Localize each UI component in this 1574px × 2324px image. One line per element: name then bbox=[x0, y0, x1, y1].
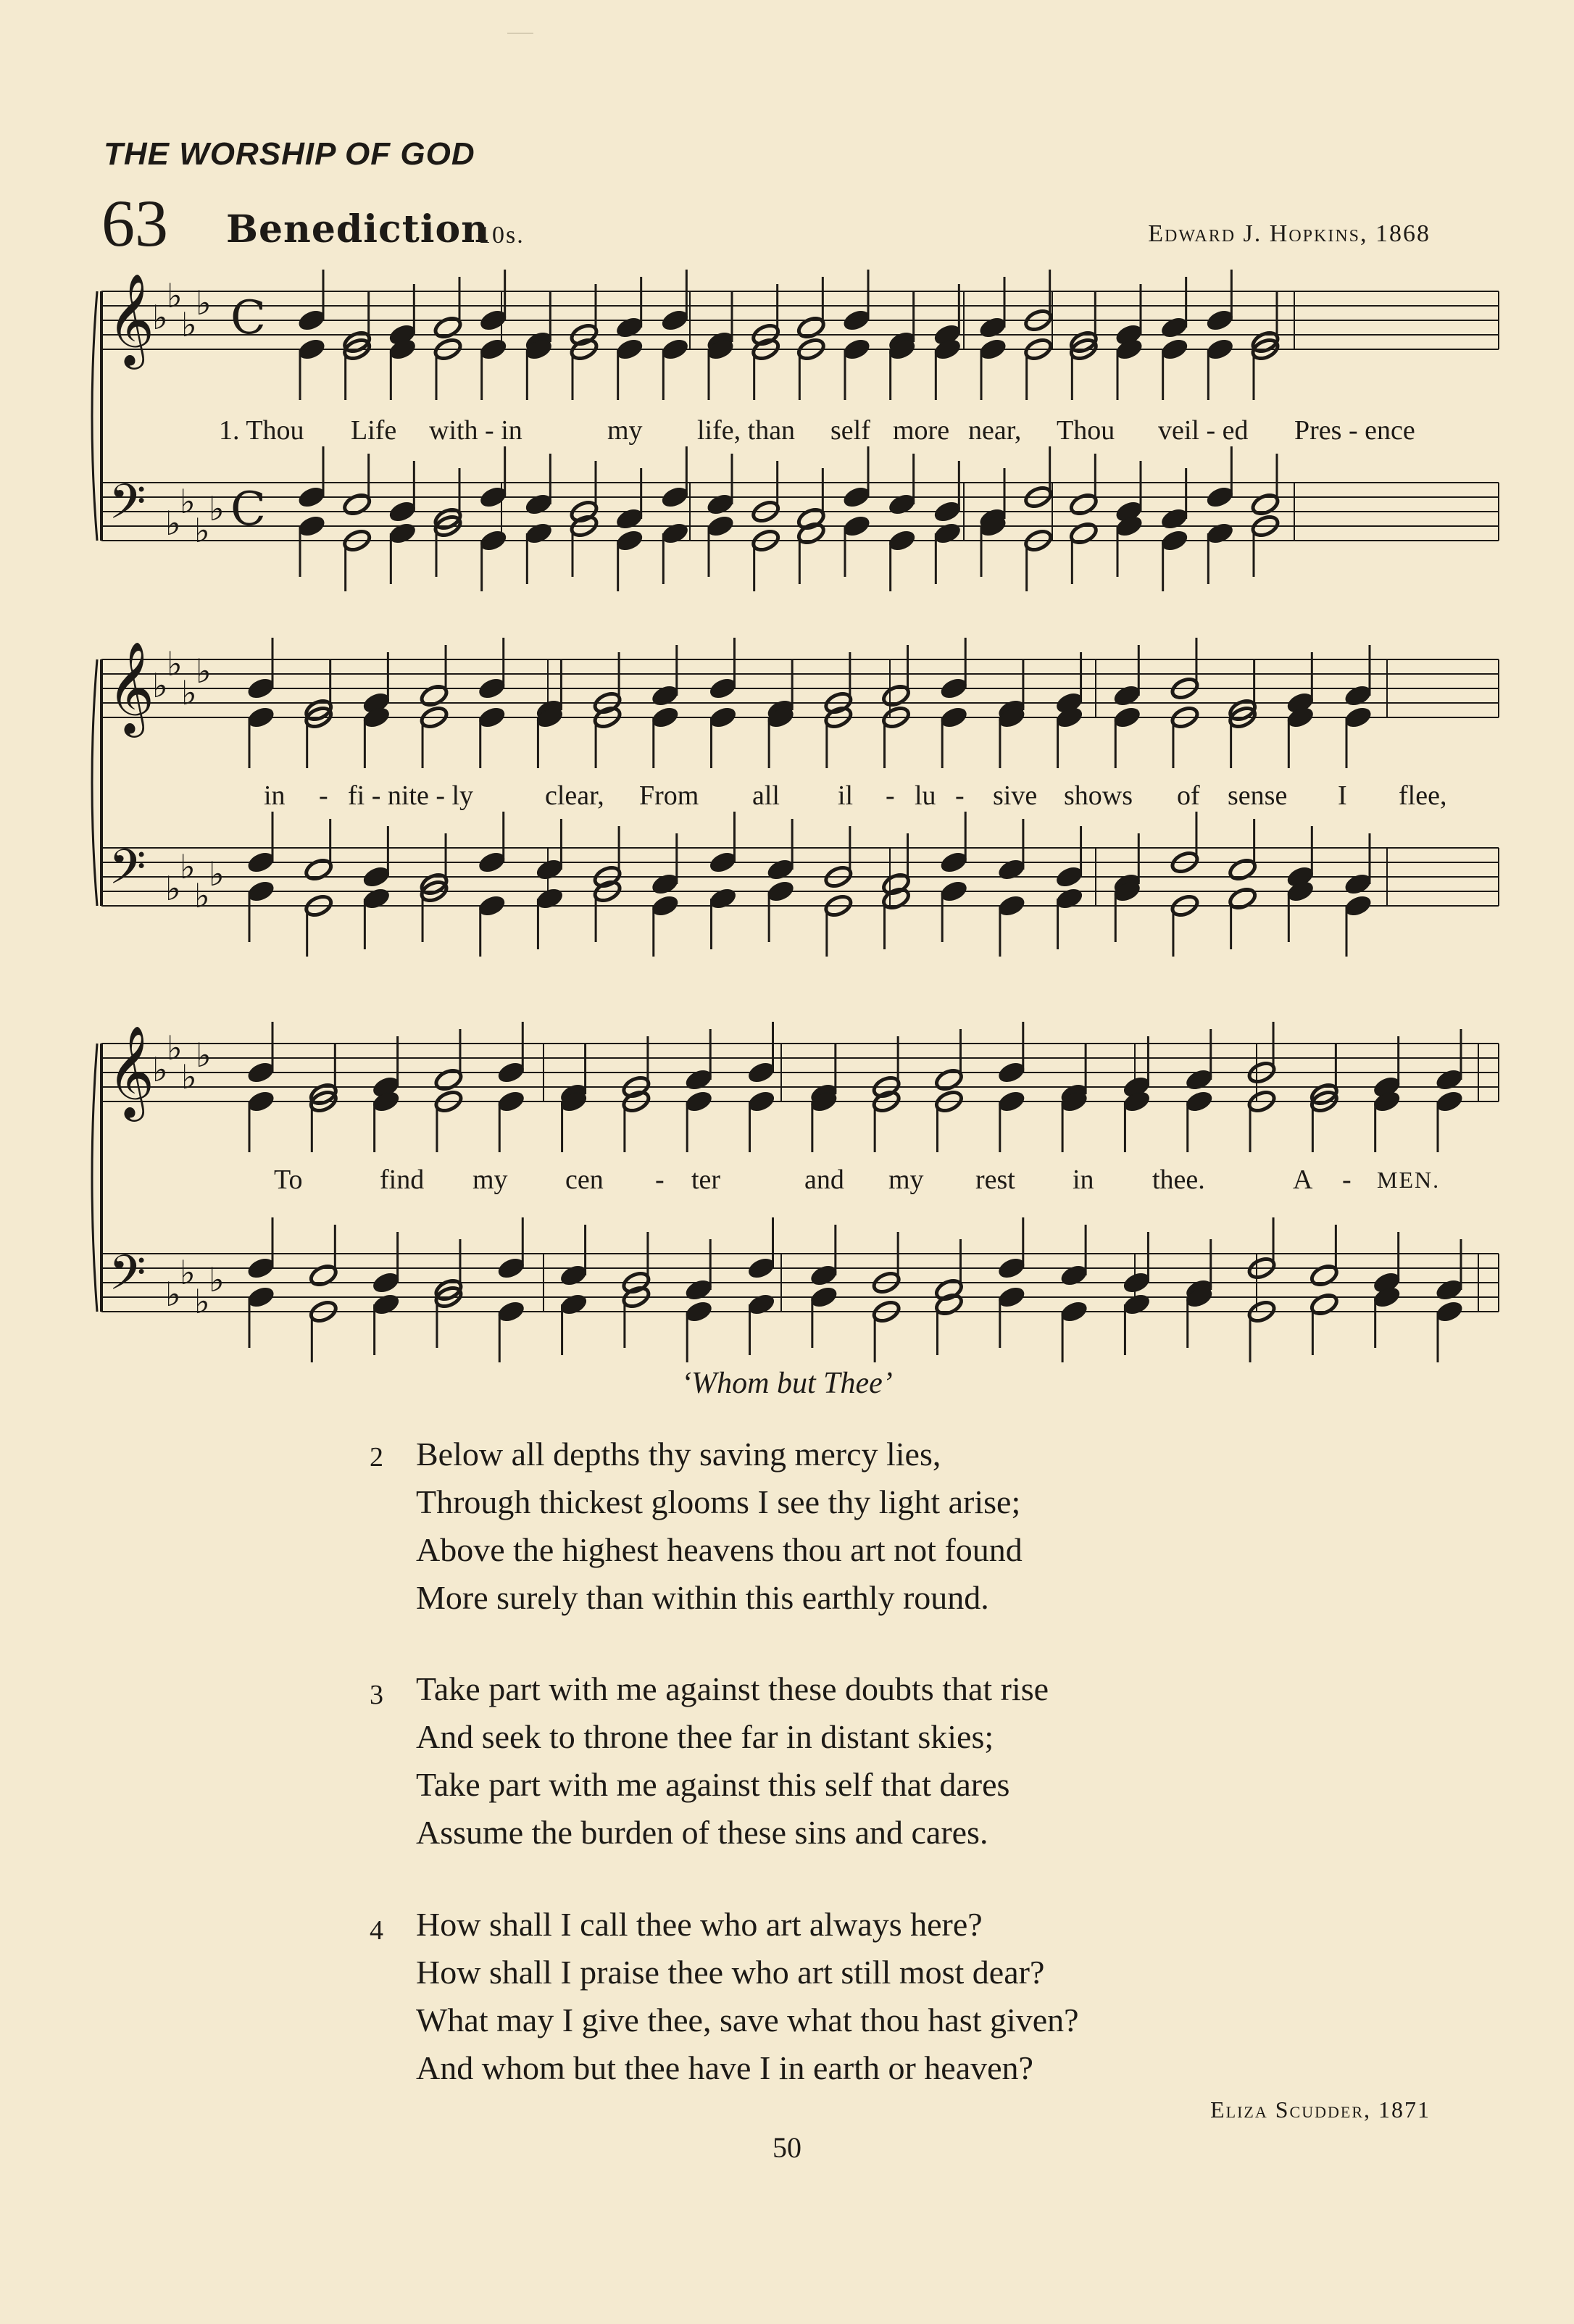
lyric-syllable: with - in bbox=[429, 415, 522, 446]
lyric-syllable: in bbox=[1073, 1165, 1094, 1195]
lyric-syllable: shows bbox=[1064, 780, 1133, 811]
lyric-syllable: - bbox=[319, 780, 328, 811]
svg-text:♭: ♭ bbox=[209, 489, 225, 528]
svg-text:♭: ♭ bbox=[180, 1253, 196, 1292]
lyric-syllable: ter bbox=[691, 1165, 721, 1195]
composer-credit: Edward J. Hopkins, 1868 bbox=[1148, 220, 1431, 247]
svg-text:♭: ♭ bbox=[180, 847, 196, 886]
lyric-syllable: my bbox=[888, 1165, 924, 1195]
verse-line: What may I give thee, save what thou hast given? bbox=[416, 2002, 1079, 2038]
verse-number: 2 bbox=[370, 1442, 383, 1473]
svg-text:♭: ♭ bbox=[165, 1275, 181, 1314]
lyric-syllable: I bbox=[1338, 780, 1347, 811]
svg-text:♭: ♭ bbox=[152, 666, 168, 705]
lyric-syllable: lu bbox=[915, 780, 936, 811]
lyric-syllable: Pres - ence bbox=[1294, 415, 1415, 446]
svg-text:♭: ♭ bbox=[167, 1028, 183, 1067]
svg-text:♭: ♭ bbox=[181, 673, 197, 712]
verse-number: 4 bbox=[370, 1915, 383, 1946]
verse-line: Take part with me against these doubts that rise bbox=[416, 1670, 1049, 1707]
verse-line: Assume the burden of these sins and cares. bbox=[416, 1814, 988, 1851]
svg-text:♭: ♭ bbox=[167, 644, 183, 683]
svg-text:♭: ♭ bbox=[152, 1050, 168, 1089]
verse-2 bbox=[370, 1430, 1023, 1622]
verse-line: And seek to throne thee far in distant skies; bbox=[416, 1718, 994, 1755]
verse-line: Through thickest glooms I see thy light arise; bbox=[416, 1483, 1021, 1520]
verse-4 bbox=[370, 1901, 1079, 2092]
lyric-syllable: 1. Thou bbox=[219, 415, 304, 446]
svg-text:♭: ♭ bbox=[196, 283, 212, 322]
svg-text:♭: ♭ bbox=[194, 511, 210, 550]
svg-text:𝄞: 𝄞 bbox=[107, 1025, 155, 1117]
lyric-syllable: Thou bbox=[1057, 415, 1115, 446]
svg-text:♭: ♭ bbox=[194, 1282, 210, 1321]
lyric-syllable: my bbox=[607, 415, 643, 446]
verse-number: 3 bbox=[370, 1680, 383, 1710]
svg-text:♭: ♭ bbox=[180, 482, 196, 521]
lyric-syllable: fi - nite - ly bbox=[348, 780, 474, 811]
lyric-syllable: Life bbox=[351, 415, 397, 446]
svg-text:𝄢: 𝄢 bbox=[109, 474, 146, 541]
lyric-syllable: sive bbox=[993, 780, 1038, 811]
svg-text:𝄢: 𝄢 bbox=[109, 839, 146, 907]
svg-text:♭: ♭ bbox=[181, 1057, 197, 1096]
lyric-syllable: rest bbox=[975, 1165, 1015, 1195]
svg-text:♭: ♭ bbox=[196, 651, 212, 691]
lyric-syllable: clear, bbox=[545, 780, 604, 811]
verse-line: Below all depths thy saving mercy lies, bbox=[416, 1436, 941, 1473]
lyric-syllable: and bbox=[804, 1165, 844, 1195]
svg-text:♭: ♭ bbox=[165, 869, 181, 908]
lyric-syllable: To bbox=[274, 1165, 303, 1195]
lyric-syllable: MEN. bbox=[1377, 1167, 1441, 1193]
lyric-syllable: self bbox=[830, 415, 870, 446]
lyric-syllable: - bbox=[955, 780, 965, 811]
verse-line: More surely than within this earthly round. bbox=[416, 1579, 989, 1616]
svg-text:♭: ♭ bbox=[196, 1036, 212, 1075]
svg-text:♭: ♭ bbox=[209, 854, 225, 894]
hymn-title: Benediction bbox=[226, 207, 489, 251]
lyric-syllable: cen bbox=[565, 1165, 604, 1195]
lyric-syllable: thee. bbox=[1152, 1165, 1205, 1195]
verse-line: Above the highest heavens thou art not found bbox=[416, 1531, 1023, 1568]
lyric-syllable: flee, bbox=[1399, 780, 1447, 811]
lyric-syllable: sense bbox=[1228, 780, 1288, 811]
lyric-syllable: - bbox=[655, 1165, 665, 1195]
svg-text:♭: ♭ bbox=[209, 1260, 225, 1299]
author-credit: Eliza Scudder, 1871 bbox=[1210, 2096, 1431, 2123]
verse-line: How shall I call thee who art always here? bbox=[416, 1906, 983, 1943]
tune-caption: ‘Whom but Thee’ bbox=[681, 1367, 893, 1400]
lyric-syllable: of bbox=[1177, 780, 1200, 811]
lyric-syllable: my bbox=[472, 1165, 508, 1195]
lyric-syllable: A bbox=[1293, 1165, 1313, 1195]
lyric-syllable: in bbox=[264, 780, 286, 811]
section-header: THE WORSHIP OF GOD bbox=[104, 136, 475, 172]
lyric-syllable: veil - ed bbox=[1158, 415, 1249, 446]
lyric-syllable: more bbox=[893, 415, 950, 446]
verse-line: Take part with me against this self that dares bbox=[416, 1766, 1010, 1803]
verse-line: How shall I praise thee who art still most dear? bbox=[416, 1954, 1045, 1991]
lyric-syllable: - bbox=[886, 780, 895, 811]
svg-text:♭: ♭ bbox=[194, 876, 210, 915]
svg-text:𝄞: 𝄞 bbox=[107, 272, 155, 365]
svg-text:♭: ♭ bbox=[181, 305, 197, 344]
lyric-syllable: find bbox=[380, 1165, 425, 1195]
svg-text:♭: ♭ bbox=[167, 276, 183, 315]
lyric-syllable: From bbox=[639, 780, 699, 811]
lyric-syllable: near, bbox=[968, 415, 1022, 446]
hymn-meter: 10s. bbox=[478, 222, 525, 249]
svg-text:♭: ♭ bbox=[152, 298, 168, 337]
page-number: 50 bbox=[773, 2131, 801, 2164]
verse-3 bbox=[370, 1665, 1049, 1857]
svg-text:C: C bbox=[230, 483, 266, 536]
svg-text:𝄢: 𝄢 bbox=[109, 1245, 146, 1312]
lyric-syllable: life, than bbox=[697, 415, 796, 446]
svg-text:𝄞: 𝄞 bbox=[107, 641, 155, 733]
lyric-syllable: - bbox=[1342, 1165, 1352, 1195]
lyric-syllable: all bbox=[752, 780, 780, 811]
svg-text:♭: ♭ bbox=[165, 504, 181, 543]
lyric-syllable: il bbox=[838, 780, 854, 811]
verse-line: And whom but thee have I in earth or heaven? bbox=[416, 2049, 1033, 2086]
hymn-number: 63 bbox=[101, 186, 168, 260]
svg-text:C: C bbox=[230, 291, 266, 345]
